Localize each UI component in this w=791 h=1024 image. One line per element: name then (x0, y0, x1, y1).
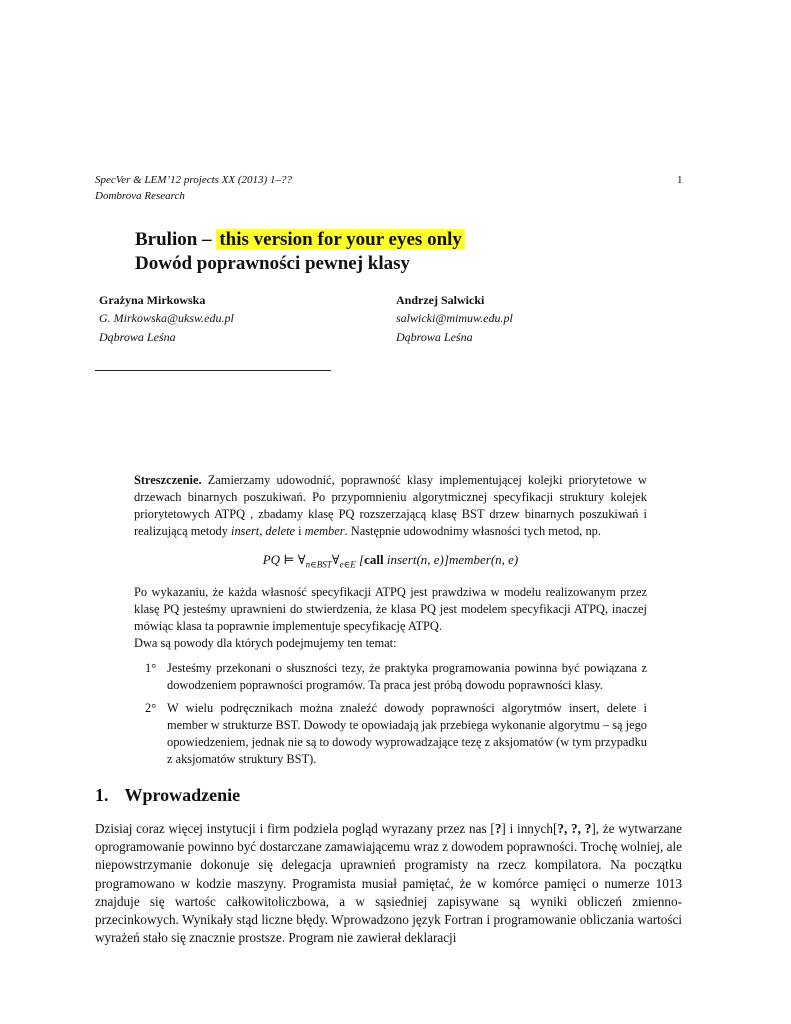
author-name: Grażyna Mirkowska (99, 293, 206, 307)
author-affiliation: Dąbrowa Leśna (396, 330, 473, 344)
title-highlight: this version for your eyes only (216, 229, 465, 250)
footnote-divider (95, 370, 331, 371)
list-item: 2° W wielu podręcznikach można znaleźć dowody poprawności algorytmów insert, delete i member w strukturze BST. Dowody te opowiadają jak przebiega wykonanie algorytmu – są jego opowiedzeniem, jednak nie są to dowody wyprowadzające tezę z aksjomatów (w tym przypadku z aksjomatów struktury BST). (145, 700, 647, 766)
section-paragraph: Dzisiaj coraz więcej instytucji i firm podziela pogląd wyrazany przez nas [?] i innych[?, ?, ?], że wytwarzane oprogramowanie powinno być dostarczane zamawiającemu wraz z dowodem poprawności. Trochę wolniej, ale niepowstrzymanie dokonuje się delegacja uprawnień programisty na rzecz kompilatora. Na początku programowano w kodzie maszyny. Programista musiał pamiętać, że w komórce pamięci o numerze 1013 znajduje się wartośc całkowitoliczbowa, a w sąsiedniej zapisywane są wyniki obliczeń zmienno-przecinkowych. Wynikały stąd liczne błędy. Wprowadzono język Fortran i programowanie obliczania wartości wyrażeń stało się znacznie prostsze. Program nie zawierał deklaracji (95, 821, 683, 946)
journal-header: SpecVer & LEM’12 projects XX (2013) 1–?? (95, 174, 292, 186)
author-email: salwicki@mimuw.edu.pl (396, 311, 513, 325)
abstract-paragraph-1: Streszczenie. Zamierzamy udowodnić, poprawność klasy implementującej kolejki priorytetowe w drzewach binarnych poszukiwań. Po przypomnieniu algorytmicznej specyfikacji struktury kolejek priorytetowych ATPQ , zbadamy klasę PQ rozszerzającą klasę BST drzew binarnych poszukiwań i realizującą metody insert, delete i member. Następnie udowodnimy własności tych metod, np. (134, 473, 647, 538)
abstract (134, 472, 647, 768)
abstract-label: Streszczenie. (134, 473, 202, 487)
author-affiliation: Dąbrowa Leśna (99, 330, 176, 344)
section-number: 1. (95, 785, 109, 805)
publisher-header: Dombrova Research (95, 190, 185, 202)
author-block-1 (99, 292, 359, 347)
formula: PQ ⊨ $\forall_{n\in BST}\forall_{e\in E}$ [call insert(n, e)]member(n, e) (262, 552, 519, 570)
section-title: Wprowadzenie (124, 785, 241, 805)
section-heading (95, 784, 240, 806)
paper-title (135, 228, 465, 252)
reasons-list (134, 660, 647, 768)
citation[interactable]: ?, ?, ? (557, 821, 592, 836)
page-number: 1 (677, 174, 683, 186)
author-name: Andrzej Salwicki (396, 293, 485, 307)
author-email: G. Mirkowska@uksw.edu.pl (99, 311, 234, 325)
title-prefix: Brulion – (135, 229, 212, 250)
paper-subtitle: Dowód poprawności pewnej klasy (135, 253, 411, 274)
abstract-paragraph-3: Dwa są powody dla których podejmujemy ten temat: (134, 635, 397, 650)
author-block-2 (396, 292, 656, 347)
abstract-paragraph-2: Po wykazaniu, że każda własność specyfikacji ATPQ jest prawdziwa w modelu realizowanym przez klasę PQ jesteśmy uprawnieni do stwierdzenia, że klasa PQ jest modelem specyfikacji ATPQ, inaczej mówiąc klasa ta poprawnie implementuje specyfikację ATPQ. (134, 584, 647, 633)
list-item: 1° Jesteśmy przekonani o słuszności tezy, że praktyka programowania powinna być powiązana z dowodzeniem poprawności programów. Ta praca jest próbą dowodu poprawności klasy. (145, 660, 647, 692)
citation[interactable]: ? (494, 821, 502, 836)
